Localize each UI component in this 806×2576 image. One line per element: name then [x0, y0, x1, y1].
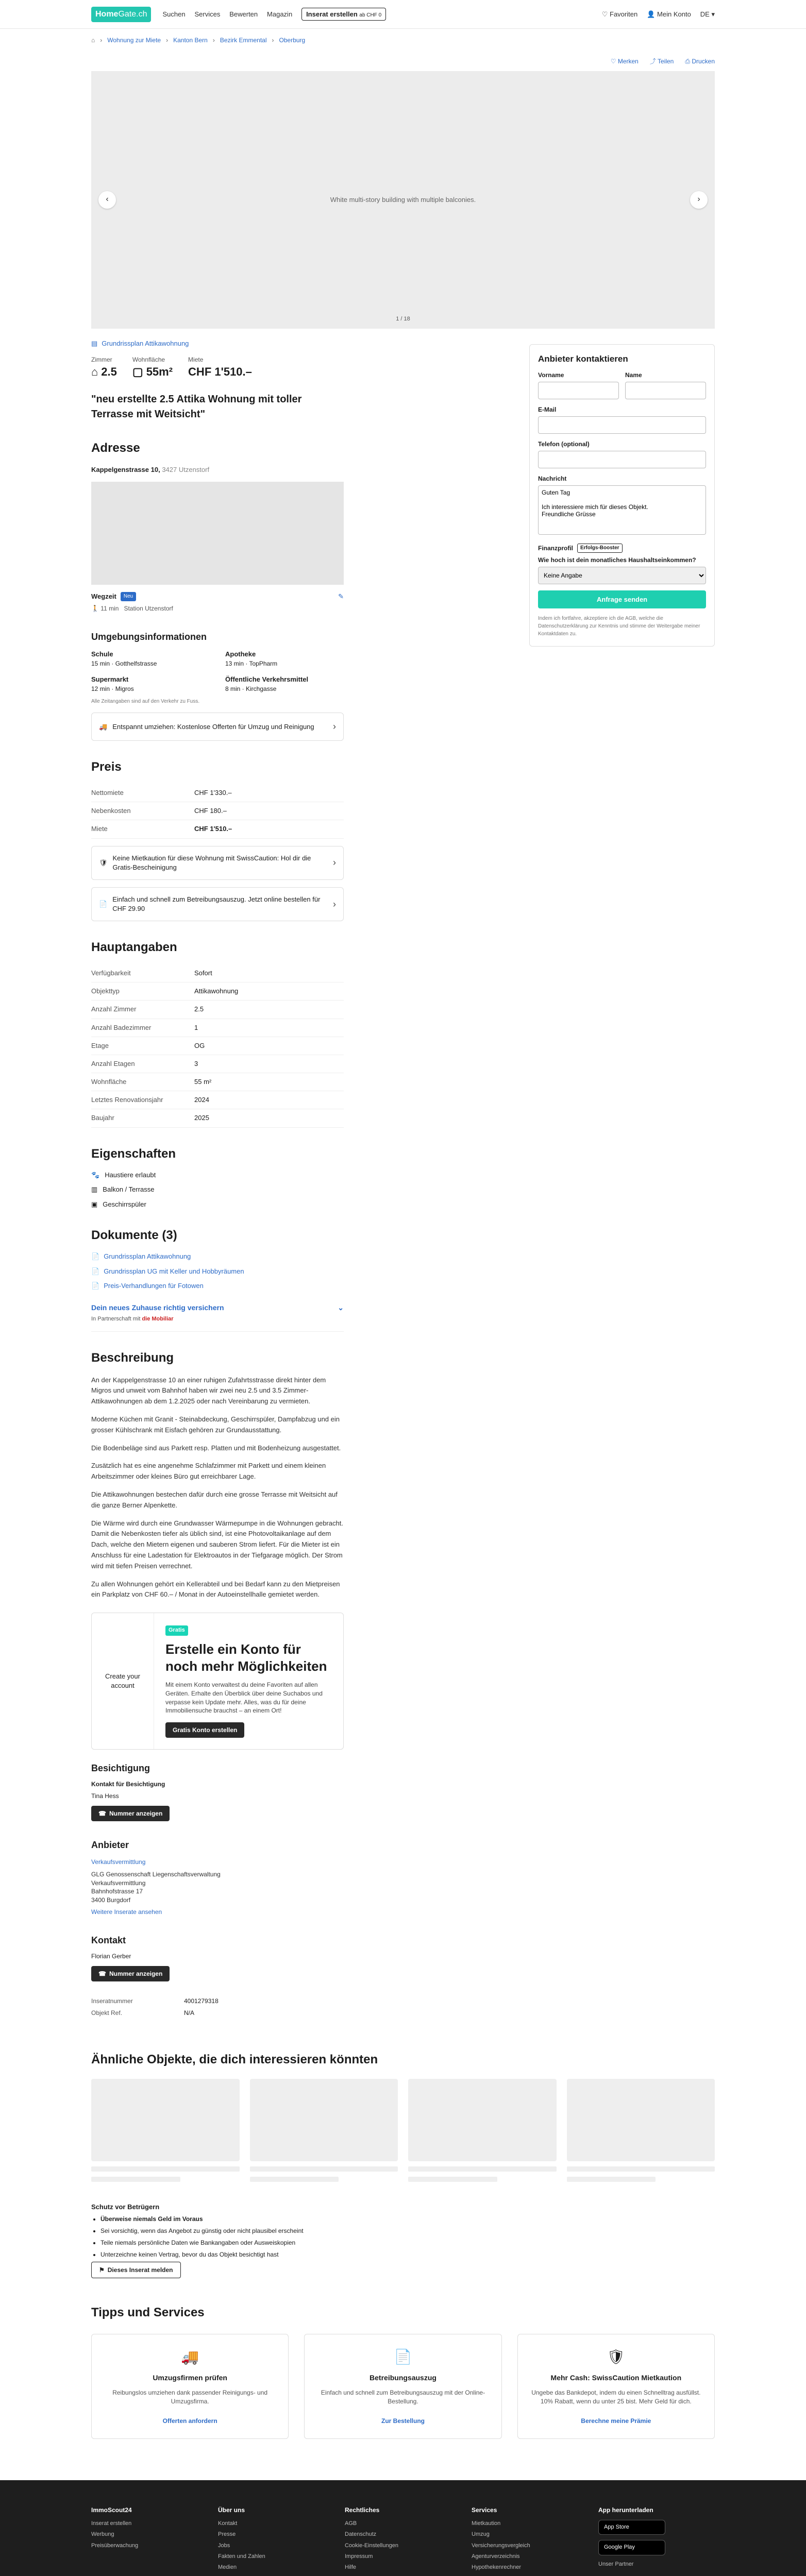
create-account-button[interactable]: Gratis Konto erstellen: [165, 1722, 244, 1738]
similar-listings: [91, 2079, 715, 2182]
gallery-image: White multi-story building with multiple balconies.: [330, 195, 476, 204]
features-title: Eigenschaften: [91, 1146, 176, 1161]
app-store-button[interactable]: App Store: [598, 2520, 665, 2535]
tip-link[interactable]: Zur Bestellung: [381, 2417, 425, 2425]
debt-extract-banner[interactable]: 📄 Einfach und schnell zum Betreibungsauszug. Jetzt online bestellen für CHF 29.90 ›: [91, 887, 344, 921]
tip-link[interactable]: Offerten anfordern: [162, 2417, 217, 2425]
firstname-input[interactable]: [538, 382, 619, 399]
document-link[interactable]: 📄 Grundrissplan Attikawohnung: [91, 1252, 191, 1261]
price-title: Preis: [91, 760, 122, 774]
tip-card: 📄 Betreibungsauszug Einfach und schnell zum Betreibungsauszug mit der Online-Bestellung. Zur Bestellung: [304, 2334, 501, 2439]
description-title: Beschreibung: [91, 1350, 174, 1365]
account-promo: Create your account Gratis Erstelle ein Konto für noch mehr Möglichkeiten Mit einem Konto verwaltest du deine Favoriten auf allen Geräten. Erhalte den Überblick über deine Suchabos und verpasse kein Update mehr. Alles, was du für deine Immobiliensuche brauchst – an einem Ort! Gratis Konto erstellen: [91, 1613, 344, 1750]
breadcrumb: ⌂ › Wohnung zur Miete › Kanton Bern › Bezirk Emmental › Oberburg: [91, 37, 306, 44]
similar-title: Ähnliche Objekte, die dich interessieren könnten: [91, 2053, 378, 2067]
print-icon: ⎙: [685, 57, 690, 65]
main-info-table: Verfügbarkeit Sofort Objekttyp Attikawohnung Anzahl Zimmer 2.5 Anzahl Badezimmer 1 Etage OG Anzahl Etagen 3 Wohnfläche 55 m² Letztes Renovationsjahr 2024 Baujahr 2025: [91, 964, 344, 1128]
door-icon: ⌂: [91, 365, 98, 378]
map[interactable]: [91, 482, 344, 585]
tips-title: Tipps und Services: [91, 2306, 205, 2320]
dishwasher-icon: ▣: [91, 1200, 98, 1208]
tip-card: 🚚 Umzugsfirmen prüfen Reibungslos umziehen dank passender Reinigungs- und Umzugsfirma. Offerten anfordern: [91, 2334, 289, 2439]
report-listing-button[interactable]: ⚑ Dieses Inserat melden: [91, 2262, 181, 2278]
tip-link[interactable]: Berechne meine Prämie: [581, 2417, 651, 2425]
listing-card-skeleton: [91, 2079, 240, 2182]
feature-item: ▥ Balkon / Terrasse: [91, 1185, 344, 1194]
surroundings-title: Umgebungsinformationen: [91, 632, 207, 642]
income-select[interactable]: [538, 567, 706, 584]
share-button[interactable]: ⤴ Teilen: [649, 57, 674, 65]
listing-card-skeleton: [250, 2079, 398, 2182]
language-select[interactable]: DE ▾: [700, 10, 715, 18]
lastname-input[interactable]: [625, 382, 706, 399]
breadcrumb-item[interactable]: Bezirk Emmental: [220, 37, 267, 44]
documents-title: Dokumente (3): [91, 1228, 177, 1242]
truck-icon: 🚚: [181, 2348, 199, 2365]
account-link[interactable]: 👤 Mein Konto: [647, 10, 691, 18]
main-nav: [162, 9, 393, 20]
listing-card-skeleton: [408, 2079, 557, 2182]
truck-icon: 🚚: [99, 722, 108, 731]
listing-headline: "neu erstellte 2.5 Attika Wohnung mit toller Terrasse mit Weitsicht": [91, 394, 302, 420]
feature-item: 🐾 Haustiere erlaubt: [91, 1171, 344, 1180]
google-play-button[interactable]: Google Play: [598, 2540, 665, 2555]
nav-magazine[interactable]: Magazin: [267, 10, 293, 19]
save-button[interactable]: ♡ Merken: [610, 57, 639, 65]
share-icon: ⤴: [649, 57, 656, 65]
tip-card: 🛡 Mehr Cash: SwissCaution Mietkaution Ungebe das Bankdepot, indem du einen Schnelltrag ausfüllst. 10% Rabatt, wenn du unter 25 bist. Mehr Geld für dich. Berechne meine Prämie: [517, 2334, 715, 2439]
document-icon: 📄: [394, 2348, 412, 2365]
message-textarea[interactable]: [538, 485, 706, 535]
viewing-title: Besichtigung: [91, 1763, 150, 1774]
balcony-icon: ▥: [91, 1185, 98, 1194]
pet-icon: 🐾: [91, 1171, 100, 1179]
logo[interactable]: HomeGate.ch: [91, 7, 151, 22]
image-gallery[interactable]: [91, 71, 715, 329]
more-listings-link[interactable]: Weitere Inserate ansehen: [91, 1908, 162, 1916]
edit-icon[interactable]: ✎: [338, 592, 344, 601]
home-icon[interactable]: ⌂: [91, 37, 95, 44]
document-link[interactable]: 📄 Grundrissplan UG mit Keller und Hobbyräumen: [91, 1267, 244, 1275]
create-listing-button[interactable]: Inserat erstellen ab CHF 0: [301, 8, 386, 21]
nav-services[interactable]: Services: [194, 10, 221, 19]
breadcrumb-item[interactable]: Wohnung zur Miete: [107, 37, 161, 44]
feature-item: ▣ Geschirrspüler: [91, 1200, 344, 1209]
description-text: An der Kappelgenstrasse 10 an einer ruhigen Zufahrtsstrasse direkt hinter dem Migros und unweit vom Bahnhof haben wir zwei neu 2.5 und 3.5 Zimmer-Attikawohnungen ab dem 1.2.2025 oder nach Vereinbarung zu vermieten. Moderne Küchen mit Granit - Steinabdeckung, Geschirrspüler, Dampfabzug und ein grosser Kühlschrank mit Eisfach gehören zur Grundausstattung. Die Bodenbeläge sind aus Parkett resp. Platten und mit Bodenheizung ausgestattet. Zusätzlich hat es eine angenehme Schlafzimmer mit Parkett und einem kleinen Arbeitszimmer oder kleines Büro gut erreichbarer Lage. Die Attikawohnungen bestechen dafür durch eine grosse Terrasse mit Weitsicht auf die ganze Berner Alpenkette. Die Wärme wird durch eine Grundwasser Wärmepumpe in die Wohnungen gebracht. Damit die Nebenkosten tiefer als üblich sind, ist eine Photovoltaikanlage auf dem Dach, welche den Mietern eigenen und sauberen Strom liefert. Für die Mieter ist ein Anschluss für eine Ladestation für Elektroautos in der Tiefgarage möglich. Der Strom wird mit tiefen Preisen verrechnet. Zu allen Wohnungen gehört ein Kellerabteil und bei Bedarf kann zu den Mietpreisen ein Parkplatz von CHF 60.– / Monat in der Autoeinstellhalle gemietet werden.: [91, 1376, 343, 1599]
contact-form: Anbieter kontaktieren Vorname Name E-Mail Telefon (optional) Nachricht Guten Tag Ich interessiere mich für dieses Objekt. Freundliche Grüsse Finanzprofil Erfolgs-Booster Wie hoch ist dein monatliches Haushaltseinkommen? Keine Angabe Anfrage senden Indem ich fortfahre, akzeptiere ich die AGB, welche die Datenschutzerklärung zur Kenntnis und stimme der Weitergabe meiner Kontaktdaten zu.: [529, 344, 715, 647]
send-request-button[interactable]: Anfrage senden: [538, 590, 706, 608]
footer: ImmoScout24 Inserat erstellen Werbung Preisüberwachung Über uns Kontakt Presse Jobs Fakten und Zahlen Medien Rechtliches AGB Datenschutz Cookie-Einstellungen Impressum Hilfe Services Mietkaution Umzug Versicherungsvergleich Agenturverzeichnis Hypothekenrechner App herunterladen App Store Google Play Unser Partner: [0, 2480, 806, 2576]
area-icon: ▢: [132, 365, 143, 378]
gallery-counter: 1 / 18: [396, 316, 410, 323]
nav-search[interactable]: Suchen: [162, 10, 186, 19]
provider-title: Anbieter: [91, 1840, 129, 1851]
key-facts: Zimmer ⌂ 2.5 Wohnfläche ▢ 55m² Miete CHF 1'510.–: [91, 355, 344, 380]
heart-icon: ♡: [610, 57, 616, 65]
shield-icon: 🛡: [607, 2348, 626, 2365]
phone-input[interactable]: [538, 451, 706, 468]
moving-offer-banner[interactable]: 🚚 Entspannt umziehen: Kostenlose Offerten für Umzug und Reinigung ›: [91, 713, 344, 741]
header: [0, 0, 806, 29]
breadcrumb-item[interactable]: Oberburg: [279, 37, 306, 44]
print-button[interactable]: ⎙ Drucken: [685, 57, 715, 65]
gallery-next-button[interactable]: ›: [690, 191, 708, 209]
email-input[interactable]: [538, 416, 706, 434]
fraud-protection: Schutz vor Betrügern • Überweise niemals Geld im Voraus • Sei vorsichtig, wenn das Angebot zu günstig oder nicht plausibel erscheint • Teile niemals persönliche Daten wie Bankangaben oder Ausweiskopien • Unterzeichne keinen Vertrag, bevor du das Objekt besichtigt hast ⚑ Dieses Inserat melden: [91, 2202, 715, 2278]
poi-grid: Schule 15 min · Gotthelfstrasse Apotheke 13 min · TopPharm Supermarkt 12 min · Migros Öffentliche Verkehrsmittel 8 min · Kirchgasse: [91, 650, 309, 692]
contact-title: Kontakt: [91, 1935, 126, 1945]
deposit-banner[interactable]: 🛡 Keine Mietkaution für diese Wohnung mit SwissCaution: Hol dir die Gratis-Bescheinigung ›: [91, 846, 344, 880]
nav-evaluate[interactable]: Bewerten: [229, 10, 258, 19]
gallery-prev-button[interactable]: ‹: [98, 191, 116, 209]
show-number-button[interactable]: ☎ Nummer anzeigen: [91, 1806, 170, 1821]
insurance-banner[interactable]: Dein neues Zuhause richtig versichern ⌄ In Partnerschaft mit die Mobiliar: [91, 1303, 344, 1332]
show-number-button[interactable]: ☎ Nummer anzeigen: [91, 1966, 170, 1981]
favorites-link[interactable]: ♡ Favoriten: [601, 10, 638, 18]
breadcrumb-item[interactable]: Kanton Bern: [173, 37, 208, 44]
price-table: Nettomiete CHF 1'330.– Nebenkosten CHF 180.– Miete CHF 1'510.–: [91, 784, 344, 839]
listing-card-skeleton: [567, 2079, 715, 2182]
address-title: Adresse: [91, 441, 140, 455]
document-link[interactable]: 📄 Preis-Verhandlungen für Fotowen: [91, 1281, 204, 1290]
floorplan-link[interactable]: ▤ Grundrissplan Attikawohnung: [91, 339, 189, 347]
main-info-title: Hauptangaben: [91, 940, 177, 955]
provider-link[interactable]: Verkaufsvermittlung: [91, 1858, 146, 1866]
